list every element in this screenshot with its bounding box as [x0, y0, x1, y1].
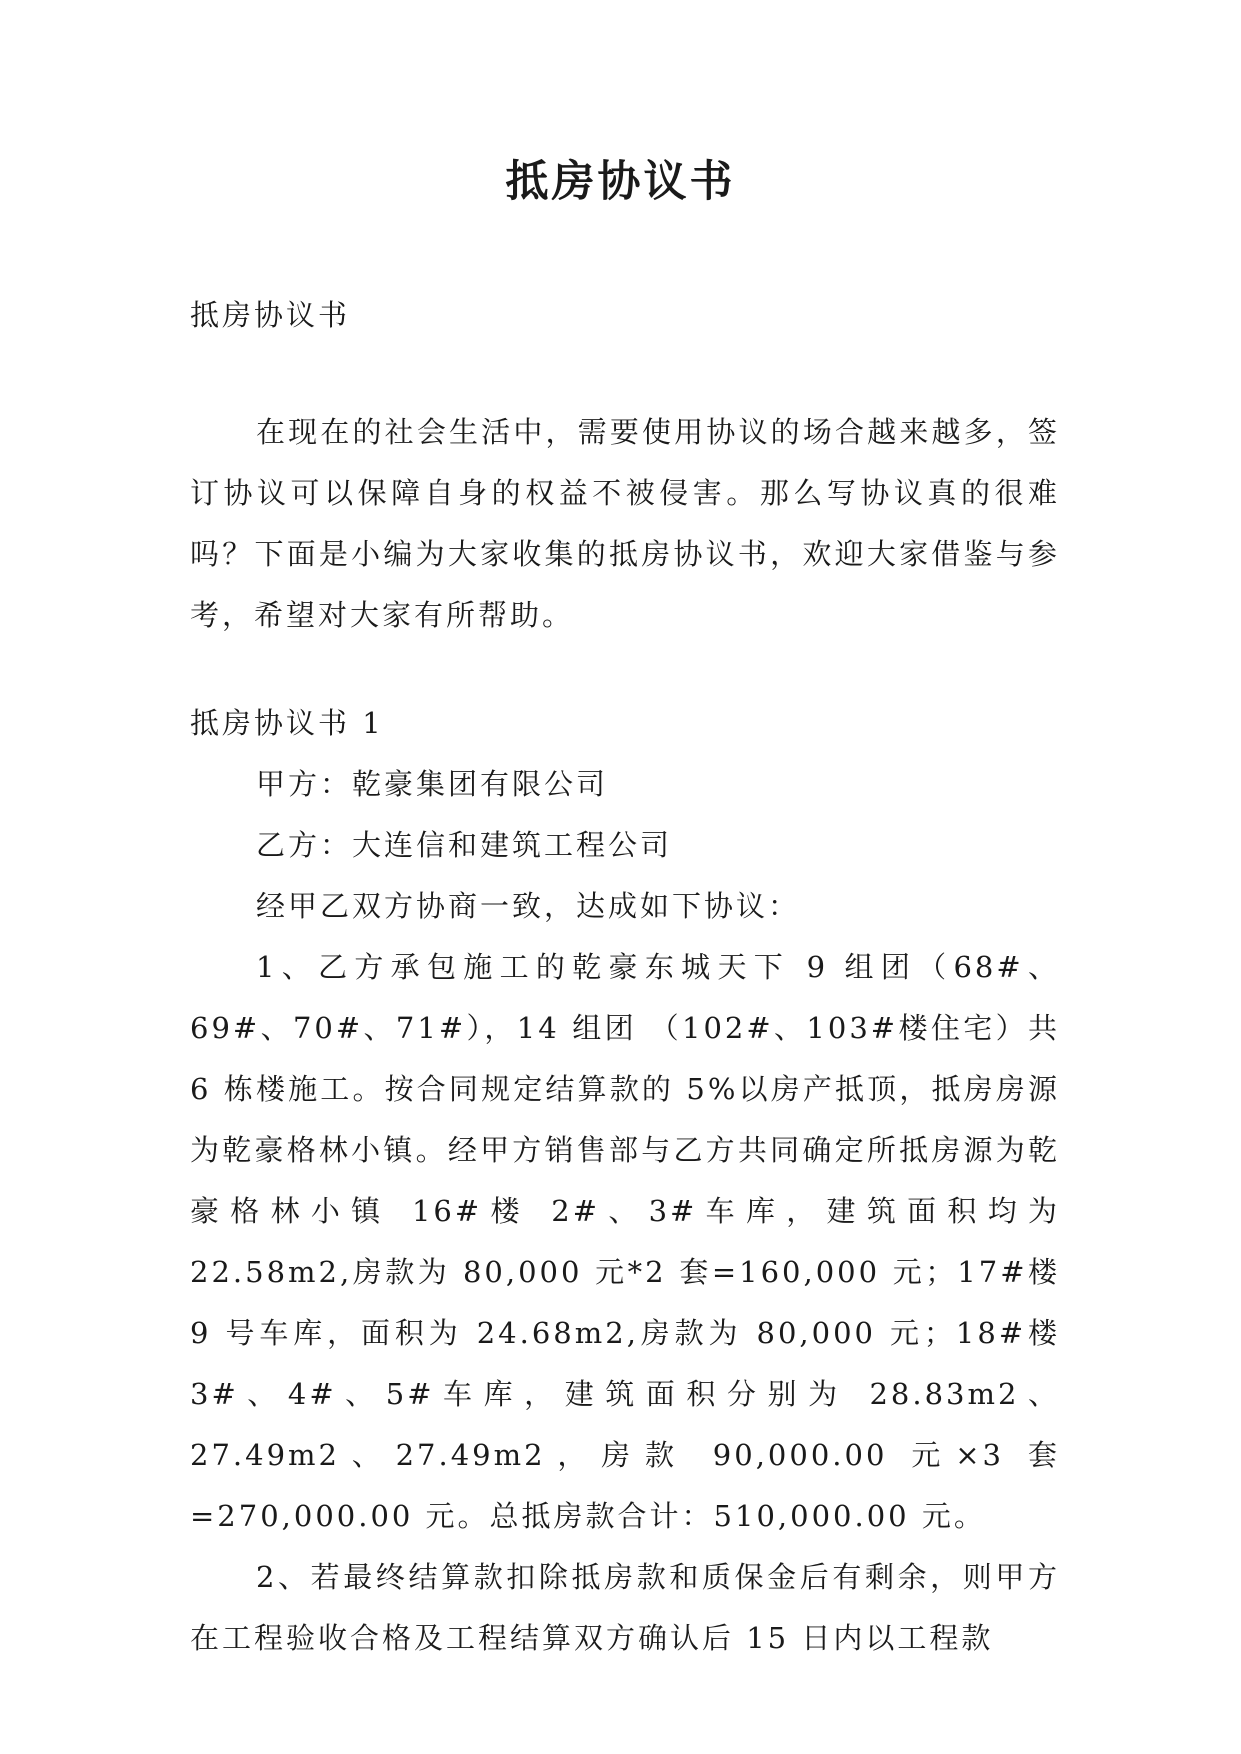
agreement-section-1	[190, 693, 1060, 1669]
clause-2: 2、若最终结算款扣除抵房款和质保金后有剩余，则甲方在工程验收合格及工程结算双方确认后 15 日内以工程款	[190, 1560, 1060, 1655]
intro-text: 在现在的社会生活中，需要使用协议的场合越来越多，签订协议可以保障自身的权益不被侵害。那么写协议真的很难吗？下面是小编为大家收集的抵房协议书，欢迎大家借鉴与参考，希望对大家有所帮助。	[190, 415, 1060, 632]
section-heading: 抵房协议书 1	[190, 706, 384, 740]
subheading-text: 抵房协议书	[190, 298, 351, 332]
party-b-line: 乙方：大连信和建筑工程公司	[256, 828, 673, 862]
document-subheading	[190, 285, 1060, 346]
document-title: 抵房协议书	[505, 157, 736, 207]
agreement-intro-line: 经甲乙双方协商一致，达成如下协议：	[256, 889, 801, 923]
clause-1: 1、乙方承包施工的乾豪东城天下 9 组团（68#、69#、70#、71#），14 组团 （102#、103#楼住宅）共 6 栋楼施工。按合同规定结算款的 5%以房产抵顶，抵房房源为乾豪格林小镇。经甲方销售部与乙方共同确定所抵房源为乾豪格林小镇 16#楼 2#、3#车库，建筑面积均为 22.58m2,房款为 80,000 元*2 套=160,000 元；17#楼 9 号车库，面积为 24.68m2,房款为 80,000 元；18#楼 3#、4#、5#车库，建筑面积分别为 28.83m2、27.49m2、27.49m2，房款 90,000.00 元×3 套=270,000.00 元。总抵房款合计：510,000.00 元。	[190, 950, 1060, 1533]
intro-paragraph	[190, 402, 1060, 646]
party-a-line: 甲方：乾豪集团有限公司	[256, 767, 609, 801]
